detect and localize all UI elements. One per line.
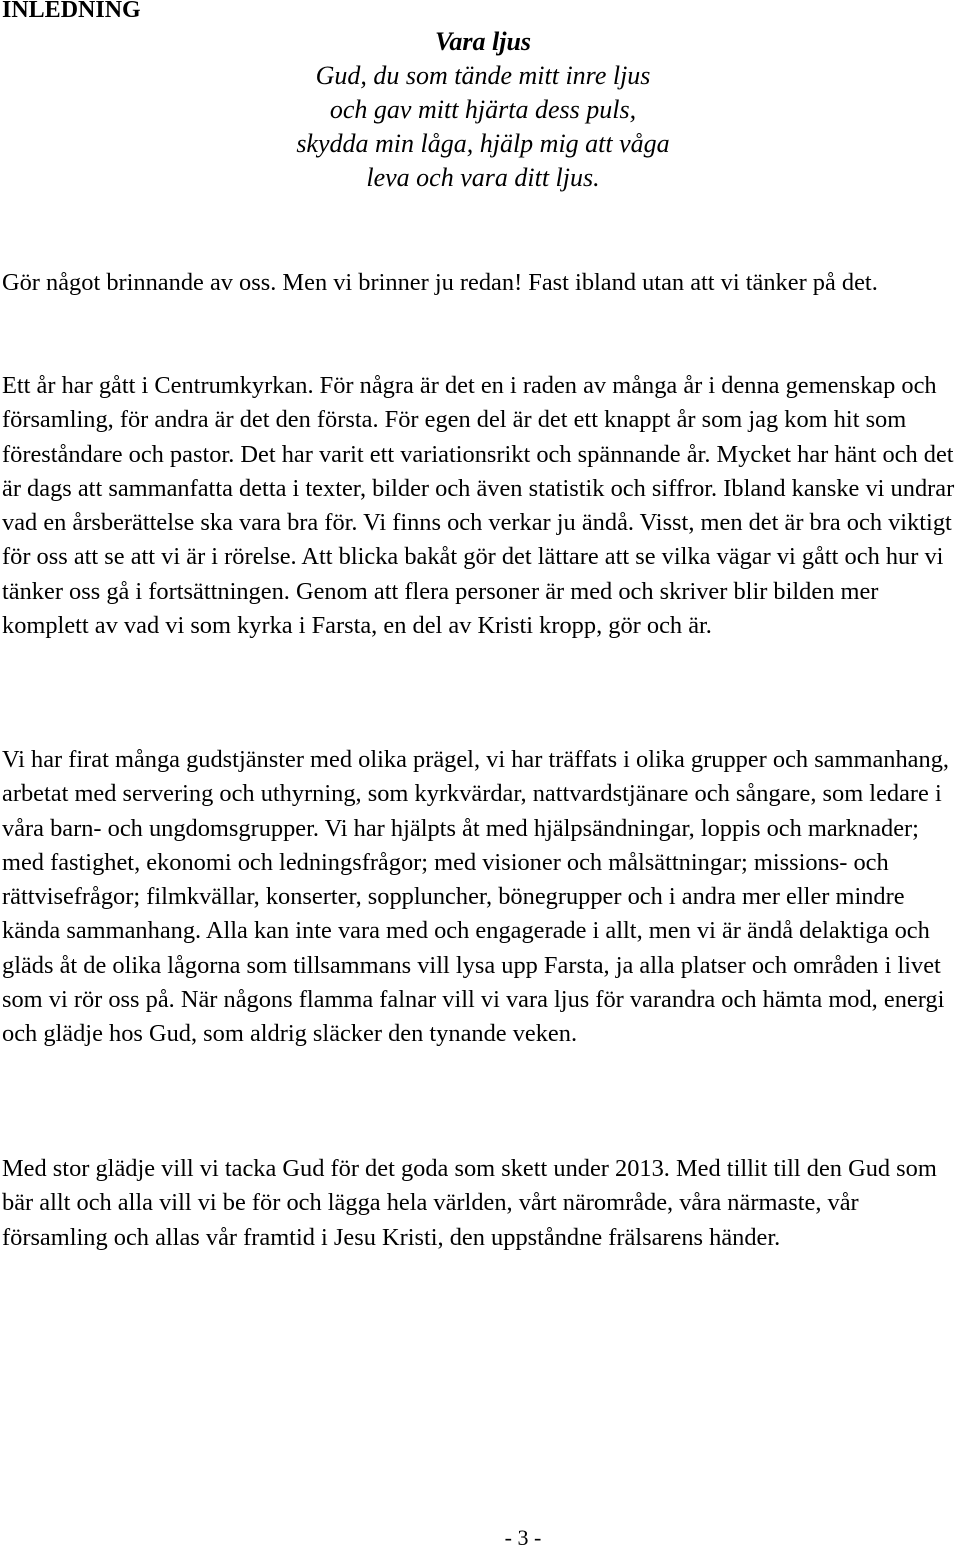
paragraph-activities: Vi har firat många gudstjänster med olika prägel, vi har träffats i olika grupper och sammanhang, arbetat med servering och uthyrning, som kyrkvärdar, nattvardstjänare och sångare, som ledare i våra barn- och ungdomsgrupper. Vi har hjälpts åt med hjälpsändningar, loppis och marknader; med fastighet, ekonomi och ledningsfrågor; med visioner och målsättningar; missions- och rättvisefrågor; filmkvällar, konserter, soppluncher, bönegrupper och i andra mer eller mindre kända sammanhang. Alla kan inte vara med och engagerade i allt, men vi är ändå delaktiga och gläds åt de olika lågorna som tillsammans vill lysa upp Farsta, ja alla platser och områden i livet som vi rör oss på. När någons flamma falnar vill vi vara ljus för varandra och hämta mod, energi och glädje hos Gud, som aldrig släcker den tynande veken. bbox=[2, 746, 949, 1048]
poem-title: Vara ljus bbox=[434, 27, 532, 56]
poem-line: Gud, du som tände mitt inre ljus bbox=[315, 61, 651, 90]
poem-line: skydda min låga, hjälp mig att våga bbox=[296, 129, 670, 158]
poem-line: och gav mitt hjärta dess puls, bbox=[329, 95, 637, 124]
poem-line: leva och vara ditt ljus. bbox=[366, 163, 600, 192]
poem bbox=[0, 25, 960, 195]
paragraph-year-summary: Ett år har gått i Centrumkyrkan. För några är det en i raden av många år i denna gemenskap och församling, för andra är det den första. För egen del är det ett knappt år som jag kom hit som föreståndare och pastor. Det har varit ett variationsrikt och spännande år. Mycket har hänt och det är dags att sammanfatta detta i texter, bilder och även statistik och siffror. Ibland kanske vi undrar vad en årsberättelse ska vara bra för. Vi finns och verkar ju ändå. Visst, men det är bra och viktigt för oss att se att vi är i rörelse. Att blicka bakåt gör det lättare att se vilka vägar vi gått och hur vi tänker oss gå i fortsättningen. Genom att flera personer är med och skriver blir bilden mer komplett av vad vi som kyrka i Farsta, en del av Kristi kropp, gör och är. bbox=[2, 372, 955, 640]
section-heading: INLEDNING bbox=[2, 0, 141, 23]
page-number: - 3 - bbox=[504, 1525, 542, 1550]
paragraph-thanks: Med stor glädje vill vi tacka Gud för det goda som skett under 2013. Med tillit till den Gud som bär allt och alla vill vi be för och lägga hela världen, vårt närområde, våra närmaste, vår församling och allas vår framtid i Jesu Kristi, den uppståndne frälsarens händer. bbox=[2, 1155, 937, 1251]
paragraph-intro: Gör något brinnande av oss. Men vi brinner ju redan! Fast ibland utan att vi tänker på det. bbox=[2, 269, 878, 296]
